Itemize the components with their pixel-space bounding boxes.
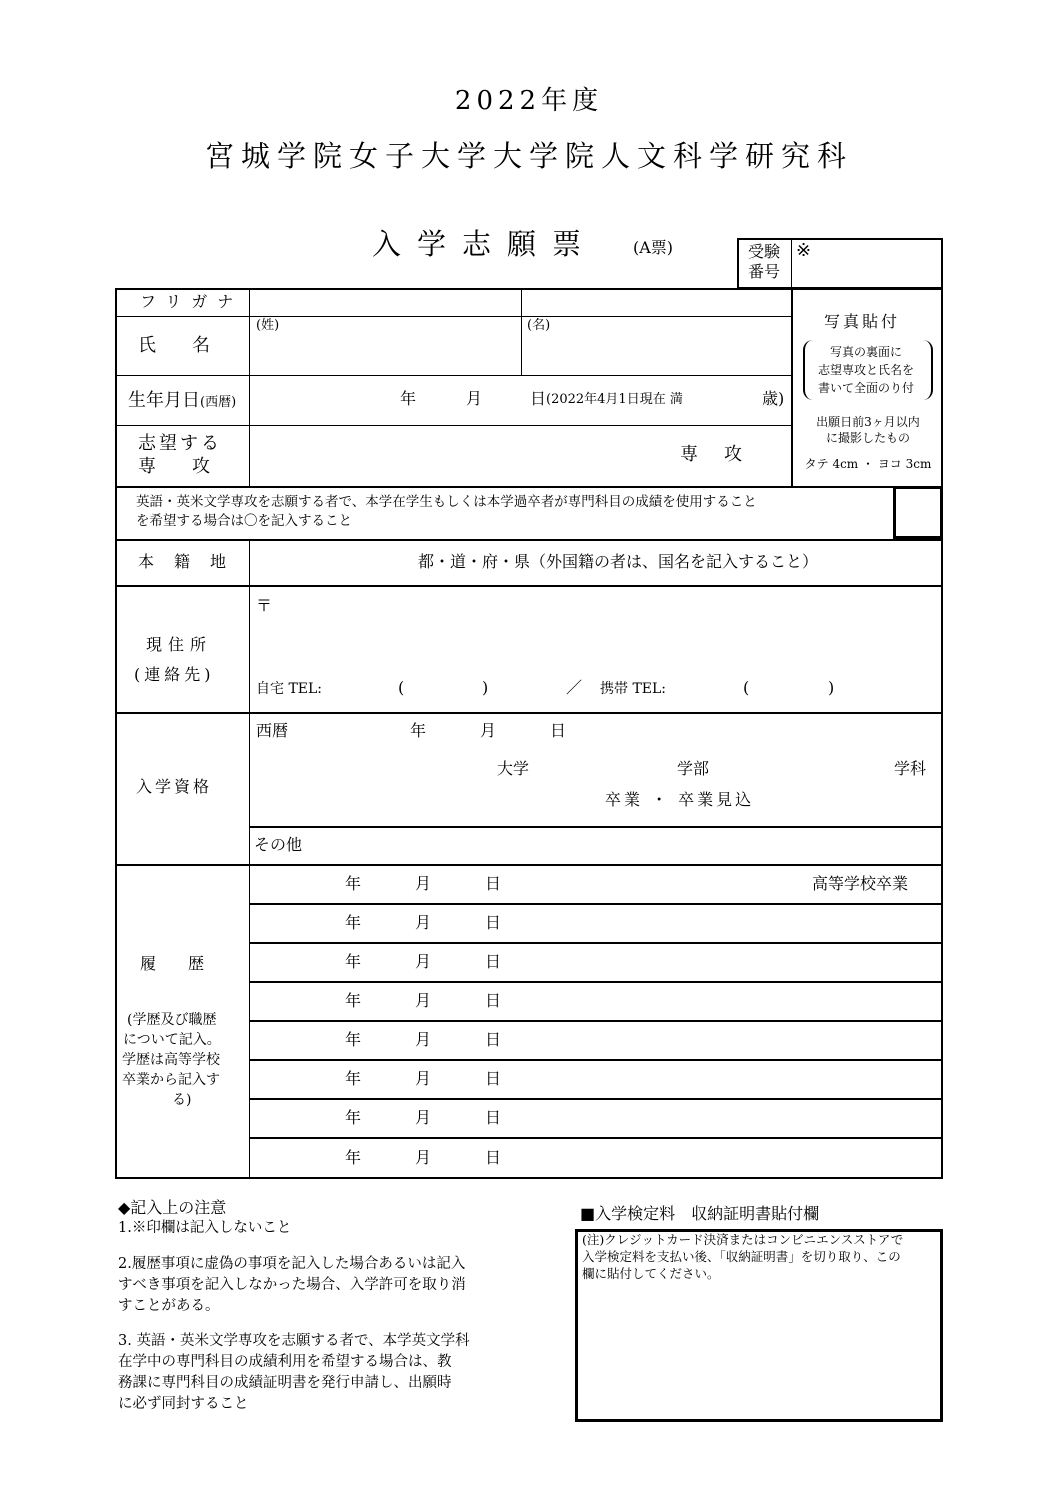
postal-mark: 〒 [256, 596, 273, 615]
birth-label-suffix: (西暦) [200, 395, 237, 410]
tel-slash: ／ [566, 678, 583, 697]
history-note-3: 学歴は高等学校 [122, 1052, 220, 1068]
note-1: 1.※印欄は記入しないこと [118, 1220, 292, 1236]
history-day: 日 [485, 1069, 502, 1088]
form-year: 2022年度 [454, 86, 604, 116]
qualification-label: 入学資格 [136, 777, 213, 796]
address-field[interactable] [251, 587, 941, 669]
qualification-department: 学科 [894, 759, 927, 778]
domicile-content: 都・道・府・県（外国籍の者は、国名を記入すること） [418, 552, 819, 571]
note-2-line-2: すべき事項を記入しなかった場合、入学許可を取り消 [118, 1277, 466, 1293]
home-tel-label: 自宅 TEL: [256, 681, 323, 697]
history-remark: 高等学校卒業 [812, 874, 909, 893]
receipt-note-2: 入学検定料を支払い後、「収納証明書」を切り取り、この [582, 1249, 901, 1264]
photo-note-1: 写真の裏面に [829, 345, 902, 359]
surname-hint: (姓) [256, 318, 280, 333]
history-label: 履 歴 [140, 954, 205, 973]
qualification-other: その他 [254, 835, 303, 854]
history-day: 日 [485, 1108, 502, 1127]
furigana-surname-field[interactable] [251, 289, 520, 315]
birth-month-unit: 月 [466, 389, 483, 408]
history-note-5: る) [172, 1092, 192, 1108]
note-2-line-1: 2.履歴事項に虚偽の事項を記入した場合あるいは記入 [118, 1256, 466, 1272]
english-note-checkbox[interactable] [893, 486, 943, 539]
history-year: 年 [345, 952, 362, 971]
exam-number-mark: ※ [796, 240, 812, 261]
furigana-given-field[interactable] [523, 289, 790, 315]
history-day: 日 [485, 913, 502, 932]
english-note-2: を希望する場合は〇を記入すること [136, 513, 352, 529]
history-year: 年 [345, 991, 362, 1010]
qualification-field[interactable] [251, 714, 941, 824]
surname-field[interactable] [251, 335, 520, 374]
history-month: 月 [415, 1108, 432, 1127]
note-3-line-2: 在学中の専門科目の成績利用を希望する場合は、教 [118, 1354, 452, 1370]
photo-size: タテ 4cm ・ ヨコ 3cm [804, 457, 932, 471]
history-month: 月 [415, 874, 432, 893]
history-year: 年 [345, 874, 362, 893]
institution-name: 宮城学院女子大学大学院人文科学研究科 [204, 139, 853, 173]
receipt-note-3: 欄に貼付してください。 [582, 1266, 720, 1281]
photo-condition-2: に撮影したもの [825, 431, 910, 445]
history-note-4: 卒業から記入す [122, 1072, 220, 1088]
english-note-1: 英語・英米文学専攻を志願する者で、本学在学生もしくは本学過卒者が専門科目の成績を使用すること [136, 494, 757, 510]
exam-number-label-2: 番号 [748, 262, 781, 281]
history-day: 日 [485, 874, 502, 893]
mobile-tel-paren-close: ) [828, 678, 835, 697]
given-name-field[interactable] [523, 335, 790, 374]
history-day: 日 [485, 1030, 502, 1049]
history-year: 年 [345, 1069, 362, 1088]
qualification-era: 西暦 [256, 721, 289, 740]
photo-paste-area[interactable] [793, 290, 941, 485]
history-month: 月 [415, 913, 432, 932]
domicile-field[interactable] [251, 541, 411, 584]
mobile-tel-label: 携帯 TEL: [600, 681, 667, 697]
domicile-label: 本 籍 地 [138, 552, 229, 571]
history-year: 年 [345, 1108, 362, 1127]
mobile-tel-field[interactable] [753, 676, 825, 702]
photo-title: 写真貼付 [824, 312, 901, 331]
exam-number-label-1: 受験 [748, 242, 781, 261]
birth-year-unit: 年 [400, 389, 417, 408]
form-title: 入学志願票 [372, 227, 598, 261]
mobile-tel-paren-open: ( [743, 678, 750, 697]
birth-day-unit: 日 [530, 389, 547, 408]
qualification-faculty: 学部 [677, 759, 710, 778]
history-month: 月 [415, 1069, 432, 1088]
birth-age-note: (2022年4月1日現在 満 [546, 392, 683, 407]
given-name-hint: (名) [527, 318, 551, 333]
qualification-month: 月 [480, 721, 497, 740]
home-tel-field[interactable] [408, 676, 480, 702]
furigana-label: フリガナ [140, 292, 244, 311]
major-label-1: 志望する [138, 433, 222, 454]
qualification-year: 年 [410, 721, 427, 740]
history-note-2: について記入。 [123, 1032, 221, 1048]
major-suffix: 専 攻 [680, 444, 746, 465]
major-field[interactable] [251, 426, 671, 485]
qualification-graduation: 卒業 ・ 卒業見込 [605, 790, 755, 809]
photo-note-2: 志望専攻と氏名を [817, 363, 914, 377]
receipt-note-1: (注)クレジットカード決済またはコンビニエンスストアで [582, 1232, 904, 1247]
history-month: 月 [415, 1030, 432, 1049]
home-tel-paren-open: ( [398, 678, 405, 697]
major-label-2: 専 攻 [138, 456, 210, 477]
address-label-2: (連絡先) [134, 665, 215, 684]
home-tel-paren-close: ) [482, 678, 489, 697]
note-3-line-1: 3. 英語・英米文学専攻を志願する者で、本学英文学科 [118, 1333, 470, 1349]
birth-label [128, 392, 236, 410]
photo-note-3: 書いて全面のり付 [817, 381, 914, 395]
receipt-title: ■入学検定料 収納証明書貼付欄 [580, 1204, 820, 1223]
note-2-line-3: すことがある。 [118, 1298, 220, 1314]
history-day: 日 [485, 1148, 502, 1167]
history-month: 月 [415, 952, 432, 971]
birth-age-unit: 歳) [762, 389, 785, 408]
qualification-other-field[interactable] [300, 828, 941, 862]
history-year: 年 [345, 913, 362, 932]
history-month: 月 [415, 1148, 432, 1167]
qualification-day: 日 [550, 721, 567, 740]
qualification-university: 大学 [497, 759, 530, 778]
history-month: 月 [415, 991, 432, 1010]
history-day: 日 [485, 952, 502, 971]
history-year: 年 [345, 1030, 362, 1049]
history-year: 年 [345, 1148, 362, 1167]
address-label-1: 現住所 [146, 635, 213, 654]
name-label: 氏 名 [138, 335, 210, 356]
photo-condition-1: 出願日前3ヶ月以内 [816, 415, 920, 429]
history-day: 日 [485, 991, 502, 1010]
note-3-line-4: に必ず同封すること [118, 1396, 249, 1412]
birth-label-text: 生年月日 [128, 390, 200, 411]
history-note-1: (学歴及び職歴 [127, 1012, 217, 1028]
note-3-line-3: 務課に専門科目の成績証明書を発行申請し、出願時 [118, 1375, 452, 1391]
form-type: (A票) [633, 238, 674, 257]
notes-title: ◆記入上の注意 [118, 1198, 227, 1217]
birth-date-field[interactable] [251, 376, 790, 424]
